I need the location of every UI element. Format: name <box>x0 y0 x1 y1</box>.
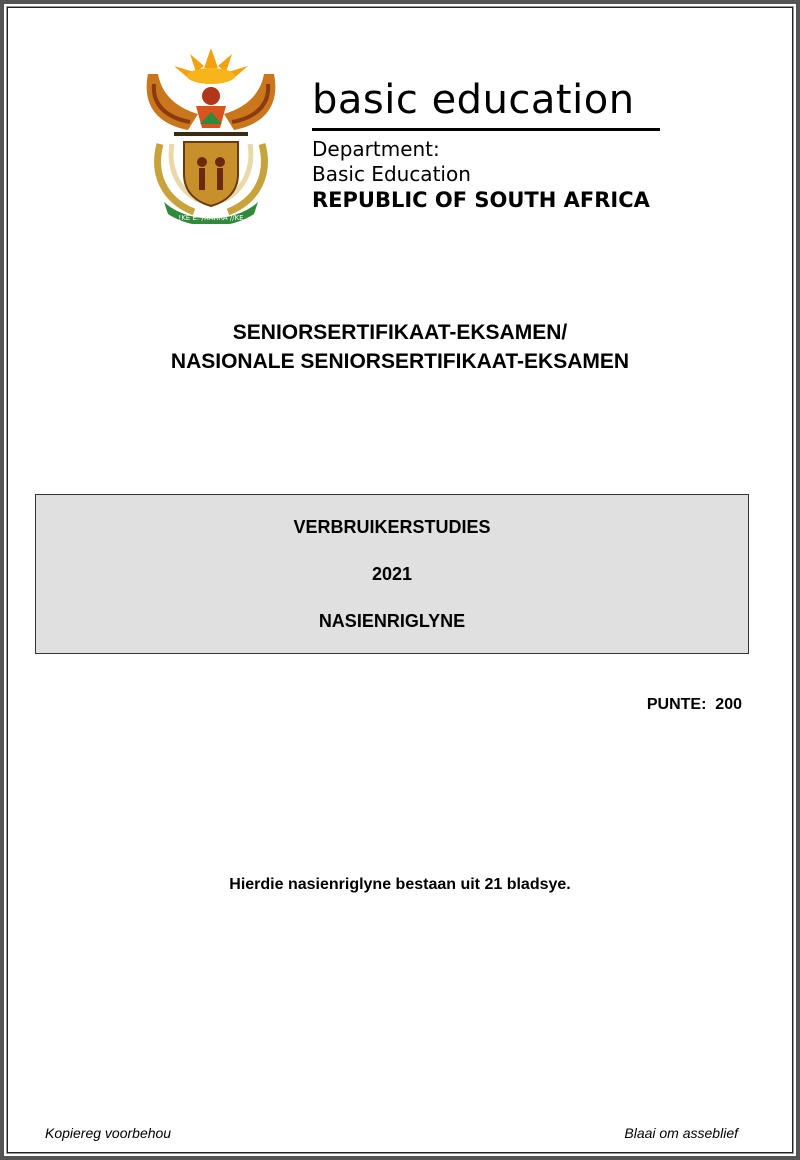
subject-name: VERBRUIKERSTUDIES <box>293 517 491 537</box>
document-type: NASIENRIGLYNE <box>318 611 466 631</box>
exam-title-line-1: SENIORSERTIFIKAAT-EKSAMEN/ <box>232 321 568 344</box>
country-name: REPUBLIC OF SOUTH AFRICA <box>312 188 650 212</box>
department-name: Basic Education <box>312 162 471 186</box>
brand-divider <box>312 128 660 131</box>
exam-year: 2021 <box>371 564 413 584</box>
footer-copyright: Kopiereg voorbehou <box>45 1125 172 1141</box>
exam-title <box>0 318 800 376</box>
footer-turn-page: Blaai om asseblief <box>624 1125 738 1141</box>
exam-title-line-2: NASIONALE SENIORSERTIFIKAAT-EKSAMEN <box>170 350 630 373</box>
coat-of-arms-motto: !KE E: /XARRA //KE <box>178 214 244 222</box>
brand-wordmark: basic education <box>312 77 635 123</box>
total-marks: PUNTE: 200 <box>646 696 742 713</box>
coat-of-arms-emblem <box>138 44 284 224</box>
subject-box <box>35 494 749 654</box>
department-label: Department: <box>312 137 440 161</box>
department-branding <box>312 78 662 213</box>
page-count-note: Hierdie nasienriglyne bestaan uit 21 bladsye. <box>229 876 571 893</box>
